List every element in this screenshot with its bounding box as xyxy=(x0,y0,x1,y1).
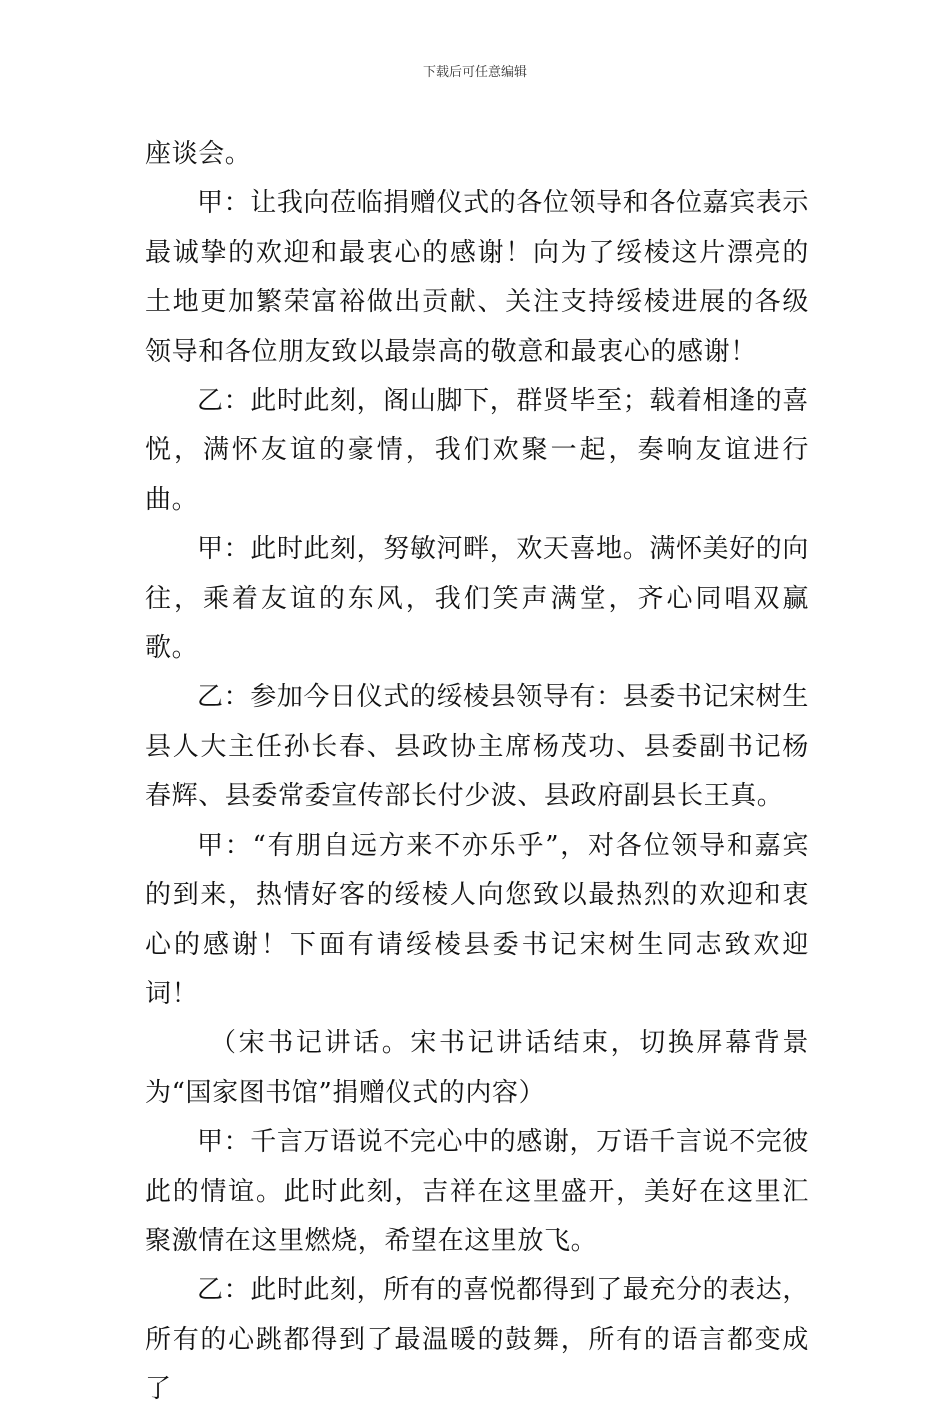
document-body xyxy=(145,130,809,1415)
paragraph-jia-invitation: 甲：“有朋自远方来不亦乐乎”，对各位领导和嘉宾的到来，热情好客的绥棱人向您致以最热烈的欢迎和衷心的感谢！下面有请绥棱县委书记宋树生同志致欢迎词！ xyxy=(145,830,809,1009)
paragraph-yi-moment: 乙：此时此刻，所有的喜悦都得到了最充分的表达，所有的心跳都得到了最温暖的鼓舞，所有的语言都变成了 xyxy=(145,1275,809,1405)
paragraph-jia-riverside: 甲：此时此刻，努敏河畔，欢天喜地。满怀美好的向往，乘着友谊的东风，我们笑声满堂，齐心同唱双赢歌。 xyxy=(145,534,809,664)
paragraph-continuation: 座谈会。 xyxy=(145,139,252,169)
paragraph-jia-welcome: 甲：让我向莅临捐赠仪式的各位领导和各位嘉宾表示最诚挚的欢迎和最衷心的感谢！向为了绥棱这片漂亮的土地更加繁荣富裕做出贡献、关注支持绥棱进展的各级领导和各位朋友致以最崇高的敬意和最衷心的感谢！ xyxy=(145,188,809,367)
paragraph-jia-gratitude: 甲：千言万语说不完心中的感谢，万语千言说不完彼此的情谊。此时此刻，吉祥在这里盛开，美好在这里汇聚激情在这里燃烧，希望在这里放飞。 xyxy=(145,1127,809,1256)
paragraph-stage-direction: （宋书记讲话。宋书记讲话结束，切换屏幕背景为“国家图书馆”捐赠仪式的内容） xyxy=(145,1028,809,1108)
page-header: 下载后可任意编辑 xyxy=(422,65,527,80)
paragraph-yi-leaders: 乙：参加今日仪式的绥棱县领导有：县委书记宋树生县人大主任孙长春、县政协主席杨茂功、县委副书记杨春辉、县委常委宣传部长付少波、县政府副县长王真。 xyxy=(145,682,809,812)
paragraph-yi-gathering: 乙：此时此刻，阁山脚下，群贤毕至；载着相逢的喜悦，满怀友谊的豪情，我们欢聚一起，奏响友谊进行曲。 xyxy=(145,386,809,515)
